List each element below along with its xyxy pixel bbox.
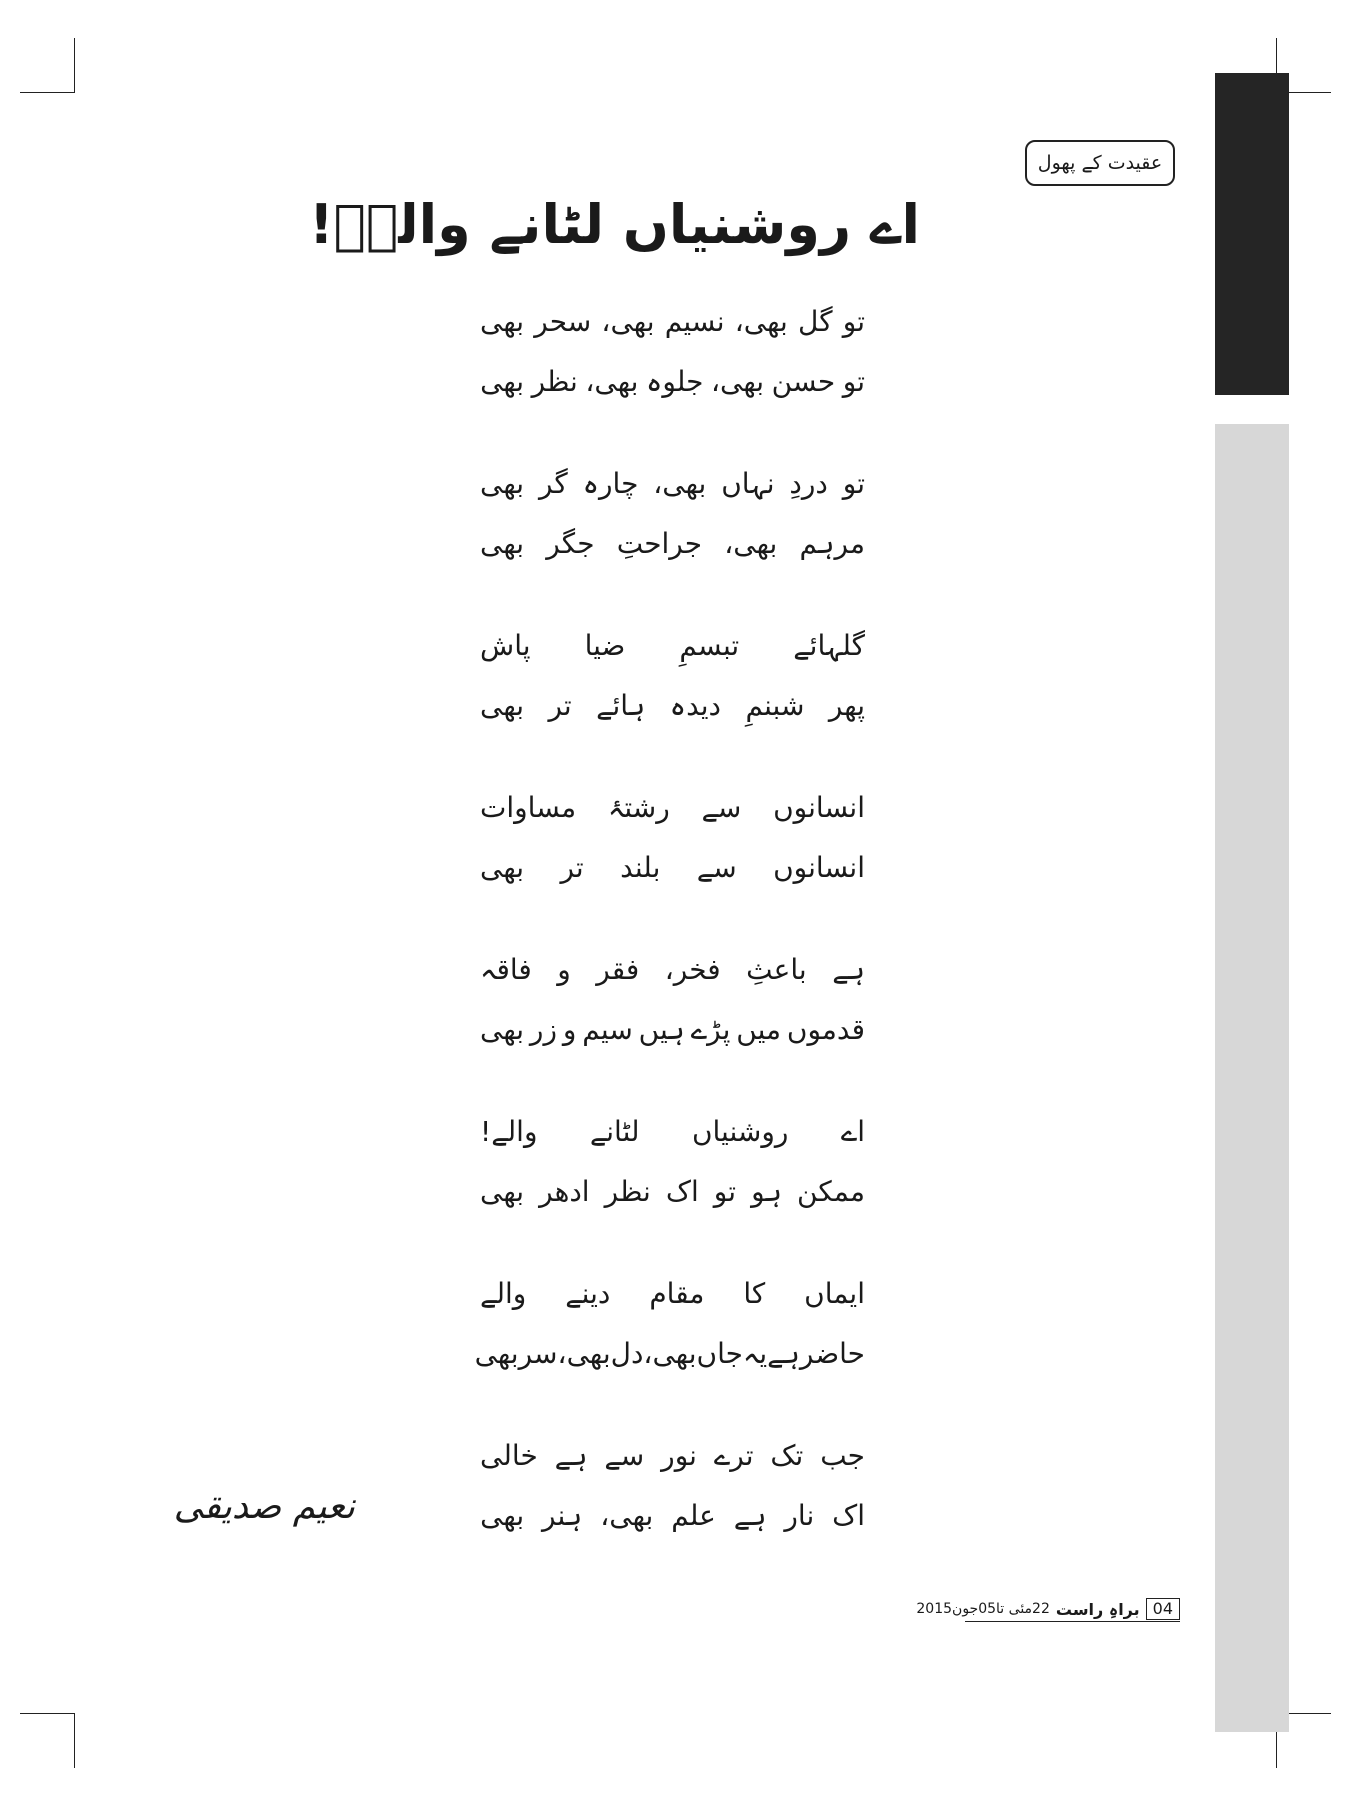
verse-word: بھی، [653, 467, 707, 500]
poem-body [474, 292, 865, 1588]
crop-mark [74, 1713, 75, 1768]
verse-word: سے [701, 791, 742, 824]
verse-word: دینے [565, 1277, 611, 1310]
crop-mark [20, 92, 75, 93]
verse-word: ضیا [584, 629, 626, 662]
verse-word: ادھر [539, 1175, 590, 1208]
verse-word: جاں [696, 1337, 743, 1370]
verse-word: میں [736, 1013, 782, 1046]
side-tab-dark [1215, 73, 1289, 395]
verse-word: بھی [480, 305, 525, 338]
verse-line [474, 1324, 865, 1384]
verse-word: سحر [534, 305, 592, 338]
verse-word: بھی [480, 689, 525, 722]
magazine-name: براہِ راست [1055, 1599, 1140, 1619]
verse-word: تو [842, 365, 865, 398]
verse-word: باعثِ [746, 953, 807, 986]
verse-word: تبسمِ [679, 629, 740, 662]
side-tab-light [1215, 424, 1289, 1732]
verse-word: پھر [828, 689, 865, 722]
verse-word: سیم [582, 1013, 633, 1046]
verse-word: جلوہ [646, 365, 704, 398]
verse-word: بلند [620, 851, 661, 884]
verse-line [480, 292, 865, 352]
verse-word: نسیم [664, 305, 725, 338]
stanza [480, 616, 865, 736]
verse-line [480, 838, 865, 898]
verse-line [480, 352, 865, 412]
verse-word: بھی، [601, 305, 655, 338]
verse-word: سے [604, 1439, 645, 1472]
verse-word: سے [696, 851, 737, 884]
verse-word: ہے [554, 1439, 588, 1472]
stanza [480, 1426, 865, 1546]
issue-date: 22مئی تا05جون2015 [916, 1601, 1050, 1617]
verse-word: و [557, 953, 571, 986]
verse-word: اک [665, 1175, 699, 1208]
verse-word: تو [842, 305, 865, 338]
verse-word: ہے [733, 1499, 767, 1532]
stanza [480, 454, 865, 574]
verse-line [480, 454, 865, 514]
verse-word: اے [840, 1115, 865, 1148]
verse-line [480, 514, 865, 574]
verse-line [480, 940, 865, 1000]
verse-word: دیدہ [669, 689, 722, 722]
crop-mark [20, 1713, 75, 1714]
verse-word: گلہائے [793, 629, 865, 662]
verse-word: ممکن [797, 1175, 865, 1208]
verse-word: فاقہ [480, 953, 532, 986]
verse-line [480, 1426, 865, 1486]
verse-line [480, 1102, 865, 1162]
verse-word: ہے [767, 1337, 800, 1370]
verse-word: ہے [832, 953, 865, 986]
verse-word: ہیں [638, 1013, 685, 1046]
page-number: 04 [1146, 1598, 1180, 1620]
stanza [480, 940, 865, 1060]
verse-word: گر [538, 467, 568, 500]
stanza [480, 778, 865, 898]
verse-word: بھی، [585, 365, 639, 398]
verse-word: بھی [480, 467, 525, 500]
verse-word: نظر [604, 1175, 651, 1208]
verse-word: ایماں [804, 1277, 865, 1310]
verse-word: تو [842, 467, 865, 500]
verse-word: جگر [546, 527, 595, 560]
verse-word: تو [713, 1175, 737, 1208]
verse-line [480, 676, 865, 736]
verse-word: تر [560, 851, 584, 884]
verse-word: گل [798, 305, 833, 338]
verse-word: بھی [480, 1175, 525, 1208]
verse-word: بھی [480, 365, 525, 398]
verse-word: نظر [531, 365, 578, 398]
verse-word: نہاں [721, 467, 775, 500]
verse-word: بھی [474, 1337, 519, 1370]
verse-line [480, 1000, 865, 1060]
verse-word: بھی، [600, 1499, 654, 1532]
poet-name: نعیم صدیقی [173, 1486, 355, 1527]
verse-word: کا [743, 1277, 766, 1310]
verse-word: والے [480, 1277, 527, 1310]
stanza [474, 1264, 865, 1384]
verse-word: ہنر [542, 1499, 583, 1532]
verse-word: بھی، [724, 527, 778, 560]
verse-word: نور [661, 1439, 697, 1472]
verse-word: تر [548, 689, 572, 722]
verse-word: اک [832, 1499, 865, 1532]
verse-word: رشتۂ [607, 791, 670, 824]
page-footer [916, 1597, 1180, 1622]
verse-word: چارہ [582, 467, 639, 500]
verse-word: بھی [480, 1499, 525, 1532]
verse-word: بھی، [734, 305, 788, 338]
verse-word: دردِ [789, 467, 828, 500]
verse-word: روشنیاں [691, 1115, 789, 1148]
verse-word: انسانوں [773, 791, 865, 824]
section-tag-label: عقیدت کے پھول [1037, 152, 1163, 174]
verse-word: بھی [480, 851, 525, 884]
verse-word: مساوات [480, 791, 577, 824]
verse-word: سر [518, 1337, 558, 1370]
verse-word: مرہم [799, 527, 865, 560]
section-tag [1025, 140, 1175, 186]
verse-word: زر [529, 1013, 557, 1046]
verse-word: مقام [649, 1277, 705, 1310]
stanza [480, 292, 865, 412]
verse-word: والے! [480, 1115, 538, 1148]
verse-word: پڑے [690, 1013, 731, 1046]
verse-line [480, 1162, 865, 1222]
verse-word: ہائے [596, 689, 646, 722]
verse-word: ہو [751, 1175, 782, 1208]
verse-word: شبنمِ [745, 689, 805, 722]
verse-word: فخر، [664, 953, 721, 986]
verse-word: جب [820, 1439, 865, 1472]
verse-word: فقر [596, 953, 640, 986]
verse-word: خالی [480, 1439, 538, 1472]
verse-line [480, 616, 865, 676]
verse-word: بھی [480, 1013, 525, 1046]
verse-word: لٹانے [589, 1115, 640, 1148]
verse-word: قدموں [786, 1013, 865, 1046]
verse-word: بھی، [710, 365, 765, 398]
verse-word: ترے [713, 1439, 754, 1472]
verse-word: بھی، [557, 1337, 611, 1370]
verse-word: حسن [771, 365, 836, 398]
verse-word: بھی، [643, 1337, 697, 1370]
poem-title: اے روشنیاں لٹانے والےؐ! [308, 193, 920, 256]
verse-word: جراحتِ [616, 527, 703, 560]
verse-word: علم [671, 1499, 716, 1532]
verse-word: تک [770, 1439, 804, 1472]
verse-line [480, 1264, 865, 1324]
verse-word: و [562, 1013, 577, 1046]
verse-word: حاضر [799, 1337, 865, 1370]
verse-line [480, 1486, 865, 1546]
verse-word: انسانوں [773, 851, 865, 884]
stanza [480, 1102, 865, 1222]
verse-word: یہ [742, 1337, 768, 1370]
verse-line [480, 778, 865, 838]
verse-word: نار [784, 1499, 815, 1532]
verse-word: بھی [480, 527, 525, 560]
verse-word: دل [610, 1337, 644, 1370]
crop-mark [74, 38, 75, 93]
verse-word: پاش [480, 629, 531, 662]
